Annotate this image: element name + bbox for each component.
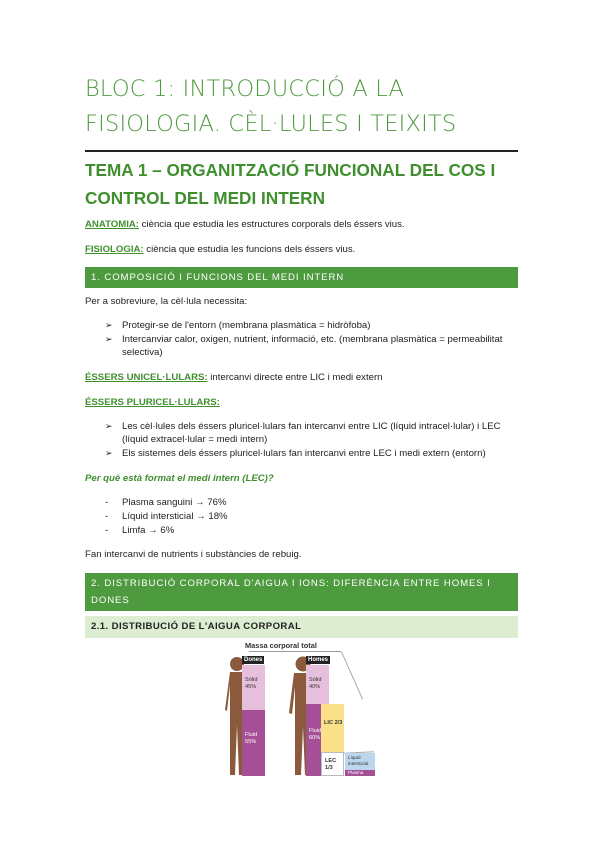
projection-line <box>341 652 363 700</box>
anatomia-term: ANATOMIA: <box>85 219 140 230</box>
arrow-bullet-icon: ➢ <box>105 421 113 431</box>
plasma-box: Plasma <box>345 770 375 776</box>
tema-title: TEMA 1 – ORGANITZACIÓ FUNCIONAL DEL COS I CONTROL DEL MEDI INTERN <box>85 150 518 212</box>
anatomia-text: ciència que estudia les estructures corporals dels éssers vius. <box>139 219 405 230</box>
arrow-bullet-icon: ➢ <box>105 334 113 344</box>
fisiologia-text: ciència que estudia les funcions dels éssers vius. <box>143 244 356 255</box>
section-1-heading: 1. COMPOSICIÓ I FUNCIONS DEL MEDI INTERN <box>85 267 518 288</box>
lic-box: LIC 2/3 <box>321 704 344 752</box>
section-2-heading: 2. DISTRIBUCIÓ CORPORAL D'AIGUA I IONS: DIFERÈNCIA ENTRE HOMES I DONES <box>85 573 518 611</box>
unicel-text: intercanvi directe entre LIC i medi extern <box>207 372 383 383</box>
unicel-term: ÉSSERS UNICEL·LULARS: <box>85 372 208 383</box>
bloc-title: BLOC 1: INTRODUCCIÓ A LA FISIOLOGIA. CÈL·LULES I TEIXITS <box>85 76 457 137</box>
homes-label: Homes <box>308 657 329 663</box>
arrow-bullet-icon: ➢ <box>105 320 113 330</box>
anatomia-definition <box>85 218 405 231</box>
need-item: ➢ Protegir-se de l'entorn (membrana plasmàtica = hidròfoba) <box>105 320 371 331</box>
unicel-definition <box>85 371 383 384</box>
intersticial-box: Líquid intersticial <box>345 753 375 770</box>
dones-solid-box: Sòlid 45% <box>242 665 265 710</box>
figure-title: Massa corporal total <box>245 641 317 650</box>
section-1-intro: Per a sobreviure, la cèl·lula necessita: <box>85 296 248 307</box>
lec-component: - Plasma sanguini → 76% <box>105 497 227 508</box>
need-item: ➢ Intercanviar calor, oxigen, nutrient, informació, etc. (membrana plasmàtica = permeabilitat selectiva) <box>105 334 503 358</box>
dones-fluid-box: Fluid 55% <box>242 710 265 776</box>
dones-label: Dones <box>244 657 263 663</box>
homes-solid-box: Sòlid 40% <box>306 665 329 704</box>
section-1-closing: Fan intercanvi de nutrients i substàncies de rebuig. <box>85 549 302 560</box>
pluricel-point: ➢ Les cèl·lules dels éssers pluricel·lulars fan intercanvi entre LIC (líquid intracel·lular) i LEC (líquid extracel·lular = medi intern) <box>105 421 501 445</box>
fisiologia-term: FISIOLOGIA: <box>85 244 144 255</box>
lec-component: - Limfa → 6% <box>105 525 175 536</box>
pluricel-heading: ÉSSERS PLURICEL·LULARS: <box>85 397 220 408</box>
pluricel-point: ➢ Els sistemes dels éssers pluricel·lulars fan intercanvi entre LEC i medi extern (entorn) <box>105 448 486 459</box>
subsection-2-1-heading: 2.1. DISTRIBUCIÓ DE L'AIGUA CORPORAL <box>85 616 518 638</box>
arrow-bullet-icon: ➢ <box>105 448 113 458</box>
figure-title-line <box>249 651 341 652</box>
lec-component: - Líquid intersticial → 18% <box>105 511 228 522</box>
body-water-figure <box>137 641 387 778</box>
lec-box: LEC 1/3 <box>321 752 344 776</box>
fisiologia-definition <box>85 243 355 256</box>
homes-fluid-box: Fluid 60% <box>306 704 329 776</box>
lec-question: Per què està format el medi intern (LEC)? <box>85 473 274 484</box>
